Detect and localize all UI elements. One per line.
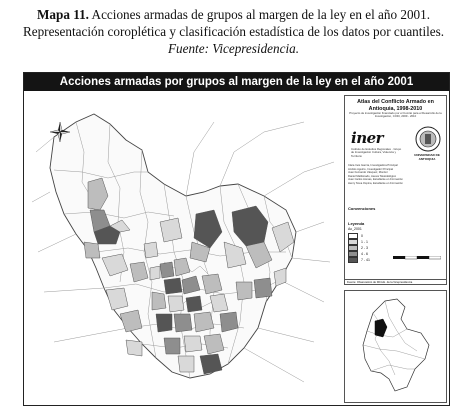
legend-label: 0 (361, 233, 363, 238)
credit-line: Clara Inés García, Investigadora Principal (348, 164, 398, 167)
credit-line: Juan Fernando Vásquez, Monitor (348, 171, 388, 175)
legend-title: Leyenda (348, 221, 365, 226)
credit-line: Andrés Aguirre, Investigador Principal (348, 167, 393, 171)
caption-number: Mapa 11. (36, 7, 89, 22)
credit-line: Henry Nova Ospina, Estudiante en Formación (348, 181, 403, 185)
map-source: Fuente: Observatorio de DD.HH. de la Vicepresidencia (345, 279, 446, 285)
caption-title: Acciones armadas de grupos al margen de la ley en el año 2001. (88, 7, 431, 22)
legend-item (348, 233, 363, 238)
atlas-subtitle: Proyecto de investigación financiado por el Comité para el Desarrollo de la Investigación, CODI, 2009 - 2010 (349, 111, 442, 119)
map-figure (23, 72, 450, 406)
caption-source: Fuente: Vicepresidencia. (167, 41, 300, 56)
atlas-title: Atlas del Conflicto Armado en Antioquia, 1998-2010 (357, 99, 434, 112)
university-seal-icon (415, 126, 441, 152)
legend-item (348, 239, 368, 244)
legend-label: 4 - 6 (361, 251, 369, 256)
legend-item (348, 245, 368, 250)
inset-map-svg (345, 291, 446, 402)
legend-label: 1 - 1 (361, 239, 369, 244)
university-name: UNIVERSIDAD DE ANTIOQUIA (414, 153, 440, 161)
legend-label: 2 - 3 (361, 245, 369, 250)
credit-line: Juan Carlos Arenas, Estudiante en Formación (348, 178, 403, 182)
conventions-label: Convenciones (348, 206, 376, 211)
map-info-panel (344, 95, 447, 285)
legend-subtitle: Ac_2001 (348, 227, 362, 231)
iner-logo: iner (351, 129, 384, 147)
institute-name: Instituto de Estudios Regionales · Grupo de Investigación Cultura, Violencia y Territorio (351, 147, 402, 158)
colombia-inset-map (344, 290, 447, 403)
legend-swatch (348, 257, 358, 263)
figure-caption (0, 6, 467, 57)
legend-label: 7 - 41 (361, 257, 370, 262)
caption-line-1 (0, 6, 467, 23)
credits-list (348, 164, 445, 186)
map-title: Acciones armadas por grupos al margen de la ley en el año 2001 (24, 73, 449, 91)
credit-line: Daniel Maldonado, Asesor Metodológico (348, 174, 397, 178)
scale-bar (393, 256, 441, 260)
colombia-outline (363, 299, 429, 391)
caption-line-2: Representación coroplética y clasificación estadística de los datos por cuantiles. (22, 24, 445, 39)
legend-item (348, 257, 370, 262)
legend-item (348, 251, 368, 256)
